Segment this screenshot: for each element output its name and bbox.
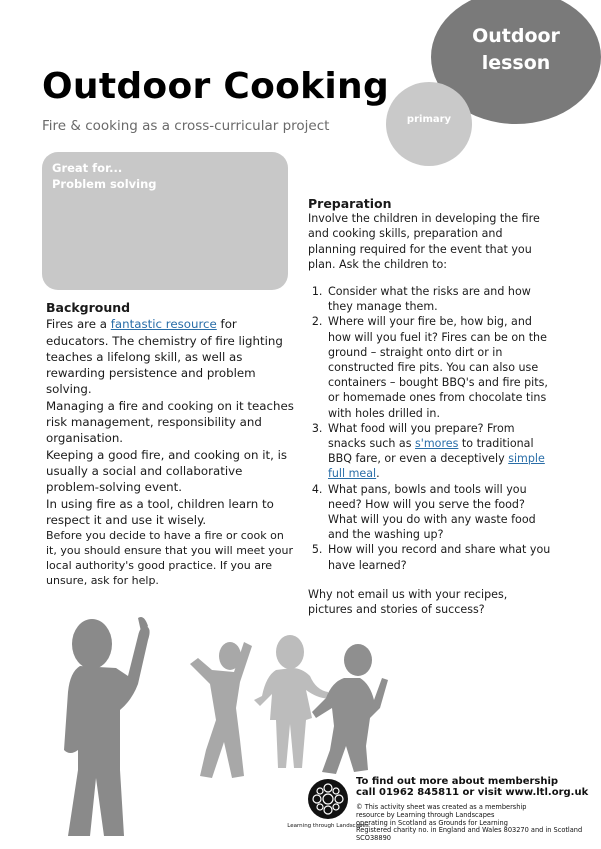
footer-legal-2: resource by Learning through Landscapes [356,810,495,819]
list-item: 1. Consider what the risks are and how they manage them. [326,284,554,314]
preparation-heading: Preparation [308,196,392,211]
great-for-box [42,152,288,290]
background-paragraph-4: In using fire as a tool, children learn to respect it and use it wisely. [46,496,274,527]
background-section [46,300,298,588]
preparation-intro: Involve the children in developing the fire and cooking skills, preparation and planning required for the event that you plan. Ask the children to: [308,212,540,271]
page-title: Outdoor Cooking [42,66,390,107]
child-silhouette-large [64,617,150,836]
footer-legal-1: © This activity sheet was created as a membership [356,803,527,811]
preparation-closing: Why not email us with your recipes, pictures and stories of success? [308,587,508,617]
background-paragraph-3: Keeping a good fire, and cooking on it, is usually a social and collaborative problem-solving event. [46,447,288,495]
level-label: primary [406,114,452,125]
child-silhouette-girl [254,635,330,768]
preparation-section [308,196,554,617]
child-silhouette-boy [312,644,388,774]
footer-legal-3: operating in Scotland as Grounds for Learning [356,818,508,827]
simple-full-meal-link[interactable]: simple full meal [328,452,545,481]
footer-contact-line: call 01962 845811 or visit www.ltl.org.uk [356,787,589,798]
ltl-logo [287,777,369,845]
footer-legal-4: Registered charity no. in England and Wales 803270 and in Scotland SCO38890 [356,826,583,843]
child-silhouette-arms-up [190,642,252,778]
list-item: 4. What pans, bowls and tools will you need? How will you serve the food? What will you do with any waste food and the washing up? [326,482,554,543]
preparation-list [308,284,554,573]
background-paragraph-1: Fires are a fantastic resource for educators. The chemistry of fire lighting teaches a lifelong skill, as well as rewarding persistence and problem solving. [46,317,283,397]
background-paragraph-2: Managing a fire and cooking on it teaches risk management, responsibility and organisation. [46,398,294,446]
list-item: 2. Where will your fire be, how big, and how will you fuel it? Fires can be on the ground – straight onto dirt or in constructed fire pits. You can also use containers – bought BBQ's and fire pits, or homemade ones from chocolate tins with holes drilled in. [326,314,554,420]
great-for-item: Problem solving [52,177,157,191]
footer-membership-line: To find out more about membership [356,776,559,787]
fantastic-resource-link[interactable]: fantastic resource [110,317,217,332]
background-paragraph-5: Before you decide to have a fire or cook on it, you should ensure that you will meet your local authority's good practice. If you are unsure, ask for help. [46,529,293,588]
page-subtitle: Fire & cooking as a cross-curricular project [42,118,330,134]
list-item: 3. What food will you prepare? From snacks such as s'mores to traditional BBQ fare, or even a deceptively simple full meal. [326,421,554,482]
footer-legal [356,804,592,843]
badge-line-2: lesson [481,52,551,74]
badge-line-1: Outdoor [472,25,560,47]
smores-link[interactable]: s'mores [415,437,459,451]
list-item: 5. How will you record and share what you have learned? [326,542,554,572]
level-badge [386,82,472,166]
footer [356,776,592,843]
logo-wordmark: Learning through Landscapes [287,823,369,829]
background-heading: Background [46,300,131,315]
great-for-heading: Great for... [52,161,123,175]
